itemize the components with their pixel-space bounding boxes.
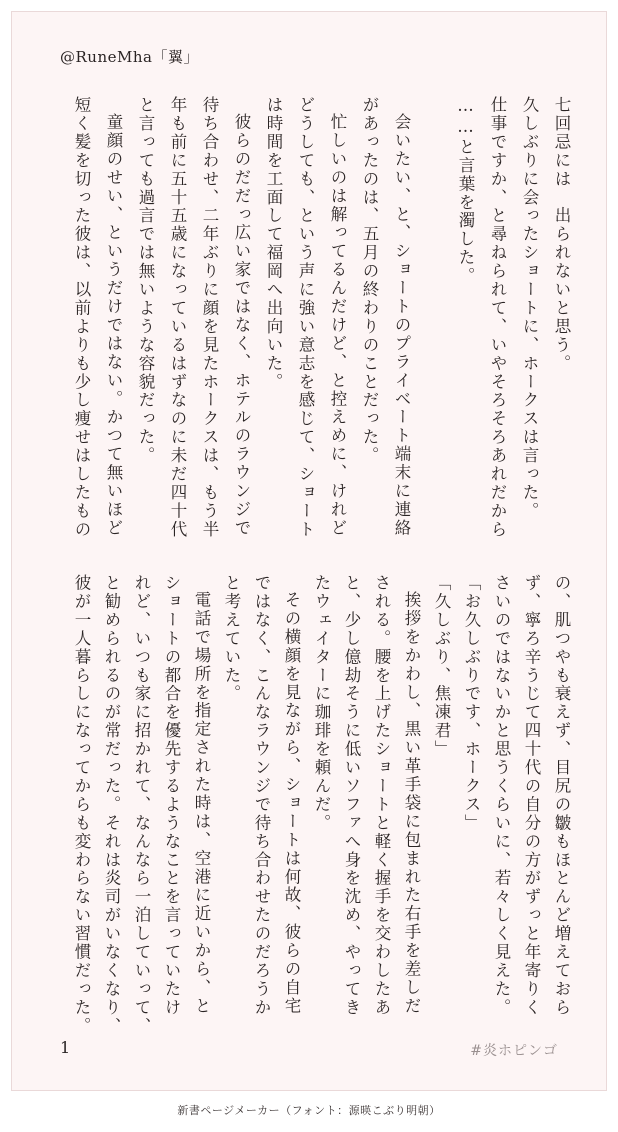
text-line: ず、寧ろ辛うじて四十代の自分の方がずっと年寄りく <box>522 574 541 1017</box>
text-line: があったのは、五月の終わりのことだった。 <box>360 96 379 465</box>
text-line: 短く髪を切った彼は、以前よりも少し痩せはしたもの <box>72 96 91 539</box>
text-line: は時間を工面して福岡へ出向いた。 <box>264 96 283 392</box>
vertical-text-body <box>56 96 576 1036</box>
text-line: 会いたい、と、ショートのプライベート端末に連絡 <box>392 113 411 538</box>
page <box>12 12 606 1090</box>
text-line: 仕事ですか、と尋ねられて、いやそろそろあれだから <box>488 96 507 539</box>
text-line: と、少し億劫そうに低いソファへ身を沈め、やってき <box>342 574 361 1017</box>
text-line: と言っても過言では無いような容貌だった。 <box>136 96 155 465</box>
text-line: 挨拶をかわし、黒い革手袋に包まれた右手を差しだ <box>402 591 421 1016</box>
text-line: れど、いつも家に招かれて、なんなら一泊していって、 <box>132 574 151 1036</box>
text-line: その横顔を見ながら、ショートは何故、彼らの自宅 <box>282 591 301 1016</box>
text-line: される。腰を上げたショートと軽く握手を交わしたあ <box>372 574 391 1017</box>
text-line: 童顔のせい、というだけではない。かつて無いほど <box>104 113 123 538</box>
text-line: 「久しぶり、焦凍君」 <box>432 574 451 759</box>
text-line: と考えていた。 <box>222 574 241 704</box>
generator-credit: 新書ページメーカー（フォント：源暎こぶり明朝） <box>177 1104 441 1117</box>
text-line: 待ち合わせ、二年ぶりに顔を見たホークスは、もう半 <box>200 96 219 539</box>
text-line: さいのではないかと思うくらいに、若々しく見えた。 <box>492 574 511 1017</box>
text-line: 電話で場所を指定された時は、空港に近いから、と <box>192 591 211 1016</box>
text-line: 彼らのだだっ広い家ではなく、ホテルのラウンジで <box>232 113 251 538</box>
author-header: @RuneMha「翼」 <box>60 48 199 66</box>
text-line: 「お久しぶりです、ホークス」 <box>462 574 481 833</box>
page-number: 1 <box>60 1038 71 1057</box>
text-line: 彼が一人暮らしになってからも変わらない習慣だった。 <box>72 574 91 1036</box>
text-line: の、肌つやも衰えず、目尻の皺もほとんど増えておら <box>552 574 571 1017</box>
text-line: たウェイターに珈琲を頼んだ。 <box>312 574 331 833</box>
text-line: どうしても、という声に強い意志を感じて、ショート <box>296 96 315 539</box>
text-line: ではなく、こんなラウンジで待ち合わせたのだろうか <box>252 574 271 1017</box>
text-line: 久しぶりに会ったショートに、ホークスは言った。 <box>520 96 539 521</box>
text-line: 年も前に五十五歳になっているはずなのに未だ四十代 <box>168 96 187 539</box>
text-line: と勧められるのが常だった。それは炎司がいなくなり、 <box>102 574 121 1036</box>
text-line: 忙しいのは解ってるんだけど、と控えめに、けれど <box>328 113 347 538</box>
hashtag: #炎ホピンゴ <box>470 1043 558 1059</box>
text-line: 七回忌には 出られないと思う。 <box>552 96 571 373</box>
text-line: ショートの都合を優先するようなことを言っていたけ <box>162 574 181 1017</box>
text-line: ……と言葉を濁した。 <box>456 96 475 286</box>
